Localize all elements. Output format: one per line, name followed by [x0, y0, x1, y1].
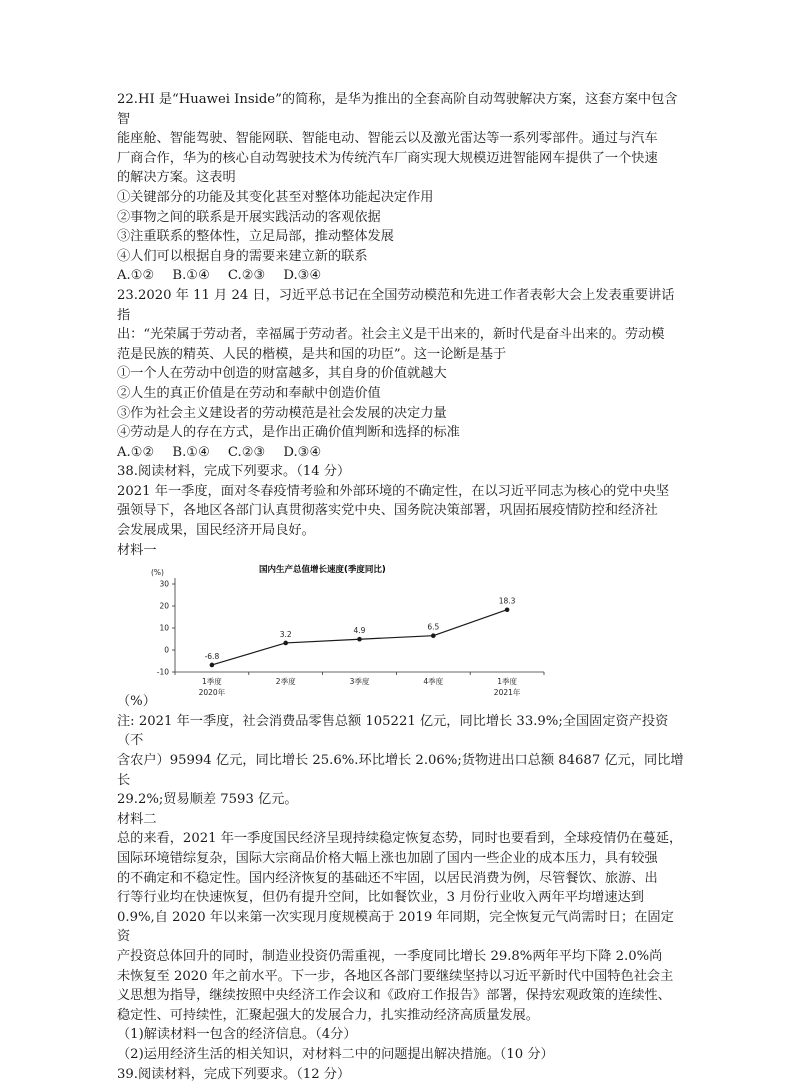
q38-material2-line: 总的来看，2021 年一季度国民经济呈现持续稳定恢复态势，同时也要看到，全球疫情仍在蔓延，: [117, 831, 683, 847]
chart-y-tick-label: 30: [159, 579, 169, 589]
chart-data-point: [505, 608, 510, 613]
q22-stem-line: 厂商合作，华为的核心自动驾驶技术为传统汽车厂商实现大规模迈进智能网车提供了一个快速: [117, 150, 658, 166]
q38-material2-line: 未恢复至 2020 年之前水平。下一步，各地区各部门要继续坚持以习近平新时代中国特色社会主: [117, 968, 674, 984]
q22-choice-b: B.①④: [172, 268, 210, 284]
content-column: [117, 90, 685, 1084]
chart-x-tick-label: 1季度: [497, 677, 517, 687]
q23-choice-d: D.③④: [283, 444, 322, 460]
material-1-label: 材料一: [117, 542, 157, 558]
q38-note-line: 29.2%;贸易顺差 7593 亿元。: [117, 792, 298, 808]
q22-choice-c: C.②③: [227, 268, 266, 284]
q38-intro-line: 2021 年一季度，面对冬春疫情考验和外部环境的不确定性，在以习近平同志为核心的党中央坚: [117, 483, 670, 499]
q38-material2-line: 产投资总体回升的同时，制造业投资仍需重视，一季度同比增长 29.8%两年平均下降 2.0%尚: [117, 948, 663, 964]
q39-heading: 39.阅读材料，完成下列要求。（12 分）: [117, 1066, 351, 1082]
q23-option-4: ④劳动是人的存在方式，是作出正确价值判断和选择的标准: [117, 425, 460, 441]
q22-stem-line: 能座舱、智能驾驶、智能网联、智能电动、智能云以及激光雷达等一系列零部件。通过与汽车: [117, 131, 658, 147]
q38-intro-line: 会发展成果，国民经济开局良好。: [117, 523, 315, 539]
q23-stem-line: 23.2020 年 11 月 24 日，习近平总书记在全国劳动模范和先进工作者表彰大会上发表重要讲话指: [117, 287, 675, 323]
question-23: [117, 286, 685, 462]
q38-heading: 38.阅读材料，完成下列要求。（14 分）: [117, 464, 351, 480]
q22-stem-line: 的解决方案。这表明: [117, 170, 236, 186]
q38-material2-line: 国际环境错综复杂，国际大宗商品价格大幅上涨也加剧了国内一些企业的成本压力，具有较强: [117, 851, 658, 866]
chart-data-label: 4.9: [353, 626, 366, 636]
chart-data-labels: [205, 597, 516, 661]
q23-option-1: ①一个人在劳动中创造的财富越多，其自身的价值就越大: [117, 366, 447, 382]
q38-note-line: 注: 2021 年一季度，社会消费品零售总额 105221 亿元，同比增长 33.9%;全国固定资产投资（不: [117, 713, 669, 749]
chart-y-tick-label: 20: [159, 601, 169, 611]
chart-data-point: [210, 663, 215, 668]
q22-choice-d: D.③④: [283, 268, 322, 284]
chart-series: [210, 608, 510, 668]
chart-data-point: [357, 637, 362, 642]
chart-year-label: 2020年: [198, 688, 226, 698]
q38-note-line: 含农户）95994 亿元，同比增长 25.6%.环比增长 2.06%;货物进出口总额 84687 亿元，同比增长: [117, 753, 684, 788]
gdp-growth-chart: [139, 562, 559, 698]
q23-stem-line: 出：“光荣属于劳动者，幸福属于劳动者。社会主义是干出来的，新时代是奋斗出来的。劳动模: [117, 327, 665, 343]
chart-data-point: [283, 641, 288, 646]
chart-data-label: 6.5: [427, 622, 440, 632]
q23-option-2: ②人生的真正价值是在劳动和奉献中创造价值: [117, 385, 381, 401]
q38-material2-line: 稳定性、可持续性，汇聚起强大的发展合力，扎实推动经济高质量发展。: [117, 1007, 539, 1023]
question-22: [117, 90, 685, 286]
chart-data-point: [431, 634, 436, 639]
q23-stem-line: 范是民族的精英、人民的楷模，是共和国的功臣”。这一论断是基于: [117, 346, 507, 362]
q23-choice-a: A.①②: [117, 444, 155, 460]
q38-material2-line: 义思想为指导，继续按照中央经济工作会议和《政府工作报告》部署，保持宏观政策的连续性、: [117, 988, 671, 1004]
chart-x-tick-label: 2季度: [275, 677, 296, 687]
chart-y-tick-label: 0: [164, 645, 169, 655]
chart-data-label: 3.2: [279, 630, 292, 640]
q23-choice-c: C.②③: [227, 444, 266, 460]
q23-choice-b: B.①④: [172, 444, 210, 460]
chart-data-label: 18.3: [498, 596, 516, 606]
chart-x-tick-label: 4季度: [423, 677, 444, 687]
q22-option-4: ④人们可以根据自身的需要来建立新的联系: [117, 248, 368, 264]
q22-option-1: ①关键部分的功能及其变化甚至对整体功能起决定作用: [117, 189, 434, 205]
chart-year-label: 2021年: [493, 688, 521, 698]
chart-title: 国内生产总值增长速度(季度同比): [259, 565, 386, 576]
chart-axes: [175, 578, 544, 672]
material-2-label: 材料二: [117, 811, 157, 827]
q23-option-3: ③作为社会主义建设者的劳动模范是社会发展的决定力量: [117, 405, 447, 421]
chart-x-tick-label: 1季度: [202, 677, 222, 687]
q23-choices: [117, 443, 685, 463]
gdp-growth-chart-svg: [139, 562, 559, 698]
chart-y-tick-label: -10: [156, 667, 169, 677]
q22-choices: [117, 266, 685, 286]
chart-ylabel: (%): [151, 568, 164, 578]
chart-data-label: -6.8: [204, 652, 220, 662]
q22-option-2: ②事物之间的联系是开展实践活动的客观依据: [117, 209, 381, 225]
q22-choice-a: A.①②: [117, 268, 155, 284]
q38-material2-line: 行等行业均在快速恢复，但仍有提升空间，比如餐饮业，3 月份行业收入两年平均增速达到: [117, 890, 644, 906]
q38-material2-line: 0.9%,自 2020 年以来第一次实现月度规模高于 2019 年同期，完全恢复元气尚需时日；在固定资: [117, 909, 674, 945]
question-38: [117, 462, 685, 1064]
question-39: [117, 1065, 685, 1084]
chart-y-ticks: [157, 580, 175, 677]
chart-x-tick-label: 3季度: [349, 677, 370, 687]
q38-question-2: （2)运用经济生活的相关知识，对材料二中的问题提出解决措施。（10 分）: [117, 1046, 554, 1062]
chart-y-tick-label: 10: [159, 623, 169, 633]
q38-material2-line: 的不确定和不稳定性。国内经济恢复的基础还不牢固，以居民消费为例，尽管餐饮、旅游、出: [117, 870, 658, 886]
q38-question-1: （1)解读材料一包含的经济信息。（4分）: [117, 1027, 357, 1043]
chart-unit-label: （%）: [117, 694, 156, 710]
q22-option-3: ③注重联系的整体性，立足局部，推动整体发展: [117, 229, 394, 245]
q22-stem-line: 22.HI 是“Huawei Inside”的简称，是华为推出的全套高阶自动驾驶解决方案，这套方案中包含智: [117, 92, 678, 127]
q38-intro-line: 强领导下，各地区各部门认真贯彻落实党中央、国务院决策部署，巩固拓展疫情防控和经济社: [117, 503, 658, 519]
